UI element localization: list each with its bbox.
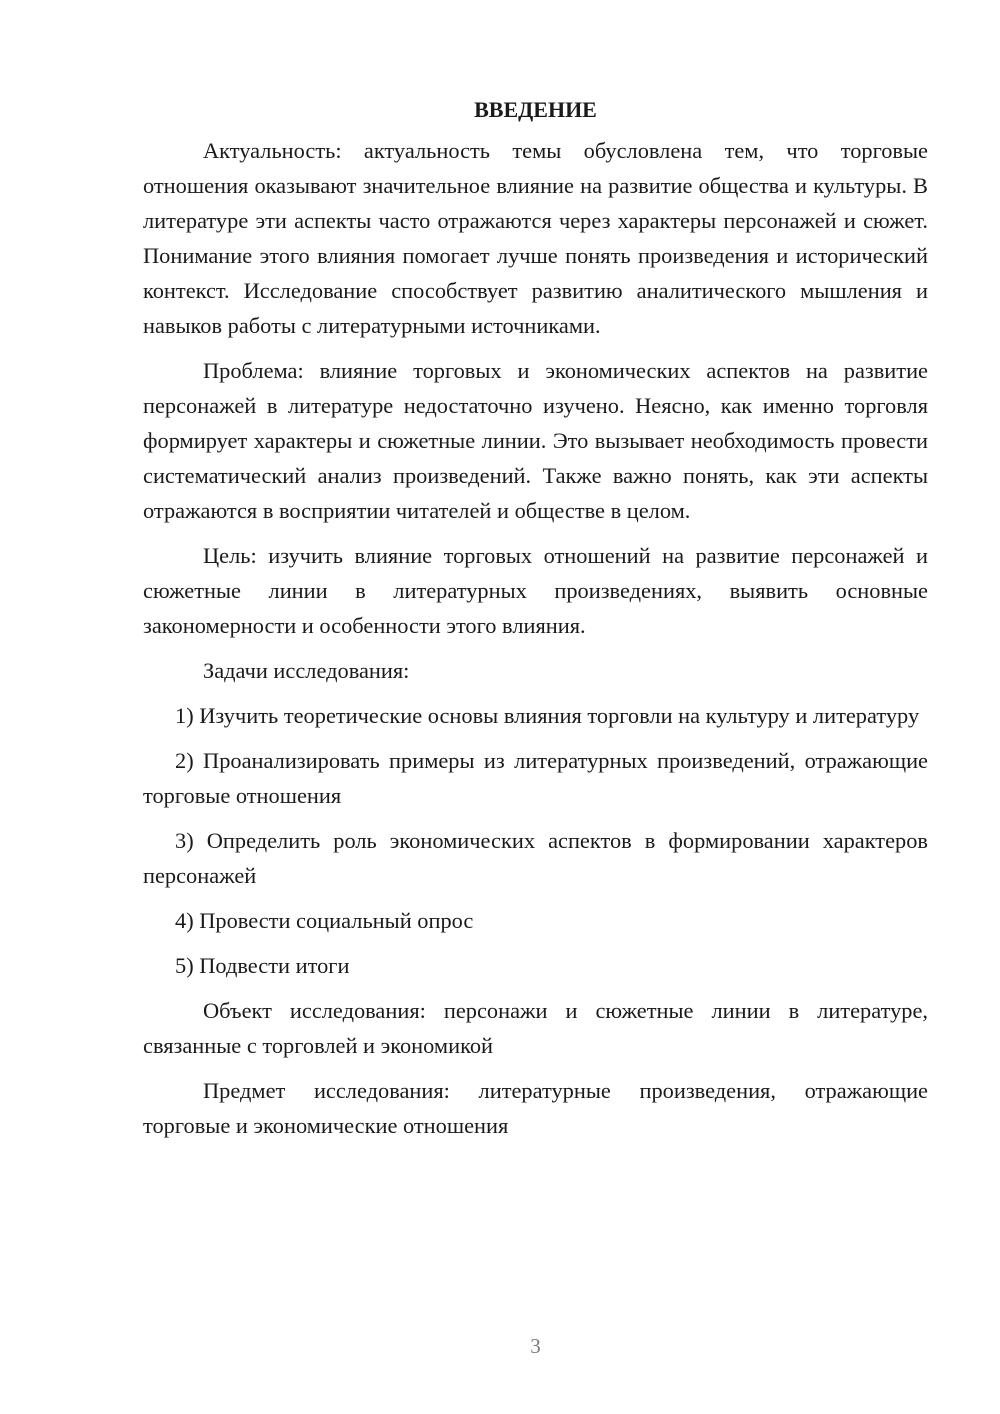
tasks-heading: Задачи исследования: xyxy=(203,658,410,683)
page-number: 3 xyxy=(530,1334,541,1358)
task-item: 3) Определить роль экономических аспектов в формировании характеров персонажей xyxy=(143,828,928,888)
section-title: ВВЕДЕНИЕ xyxy=(474,97,597,122)
tasks-list xyxy=(143,698,928,983)
document-page xyxy=(143,92,928,1153)
task-item: 5) Подвести итоги xyxy=(175,953,350,978)
task-item: 1) Изучить теоретические основы влияния торговли на культуру и литературу xyxy=(175,703,920,728)
paragraph-relevance: Актуальность: актуальность темы обусловлена тем, что торговые отношения оказывают значительное влияние на развитие общества и культуры. В литературе эти аспекты часто отражаются через характеры персонажей и сюжет. Понимание этого влияния помогает лучше понять произведения и исторический контекст. Исследование способствует развитию аналитического мышления и навыков работы с литературными источниками. xyxy=(143,138,928,338)
paragraph-subject: Предмет исследования: литературные произведения, отражающие торговые и экономические отношения xyxy=(143,1078,928,1138)
paragraph-goal: Цель: изучить влияние торговых отношений на развитие персонажей и сюжетные линии в литературных произведениях, выявить основные закономерности и особенности этого влияния. xyxy=(143,543,928,638)
paragraph-object: Объект исследования: персонажи и сюжетные линии в литературе, связанные с торговлей и экономикой xyxy=(143,998,928,1058)
task-item: 2) Проанализировать примеры из литературных произведений, отражающие торговые отношения xyxy=(143,748,928,808)
paragraph-problem: Проблема: влияние торговых и экономических аспектов на развитие персонажей в литературе недостаточно изучено. Неясно, как именно торговля формирует характеры и сюжетные линии. Это вызывает необходимость провести систематический анализ произведений. Также важно понять, как эти аспекты отражаются в восприятии читателей и обществе в целом. xyxy=(143,358,928,523)
task-item: 4) Провести социальный опрос xyxy=(175,908,474,933)
